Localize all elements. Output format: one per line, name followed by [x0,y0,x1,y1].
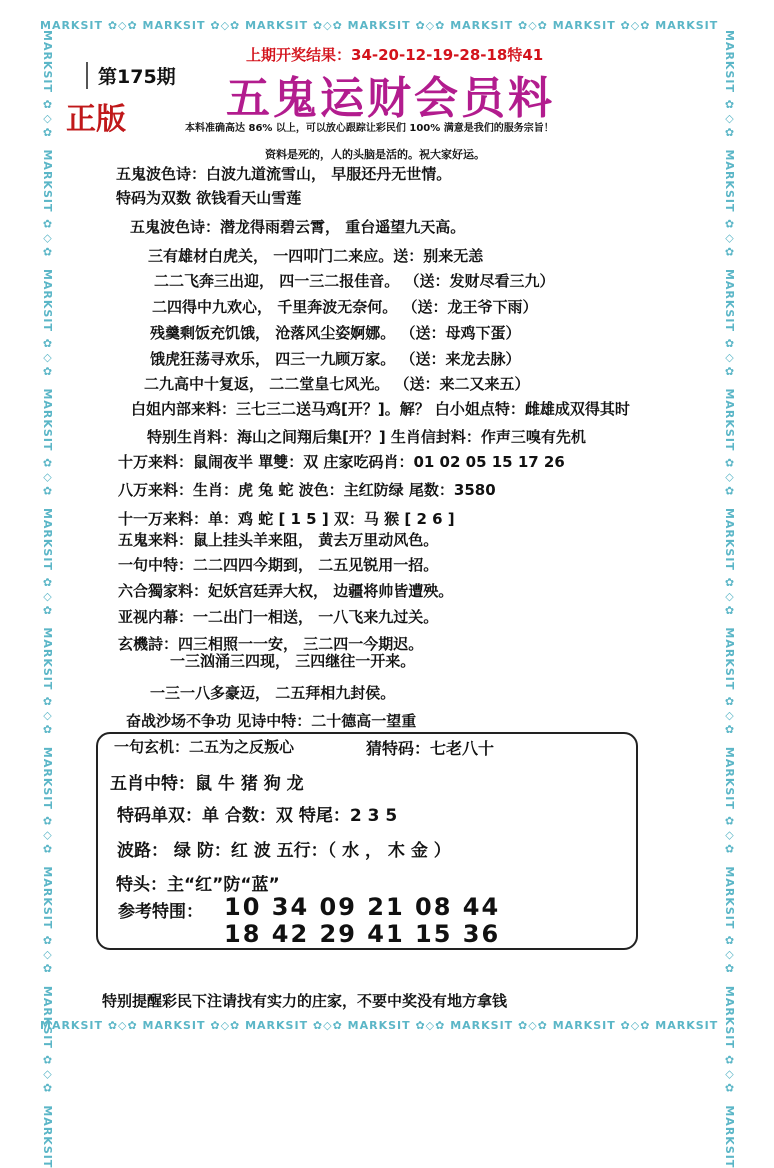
box-odd-even-sum-tail: 特码单双：单 合数：双 特尾：2 3 5 [117,806,398,826]
watermark-text: MARKSIT [40,1018,103,1032]
verse-line: 二二飞奔三出迎， 四一三二报佳音。 （送：发财尽看三九） [154,272,555,290]
watermark-text: MARKSIT [552,18,616,32]
issue-number: 第175期 [86,62,176,89]
box-mystery-line: 一句玄机：二五为之反叛心 [114,738,295,756]
watermark-text: MARKSIT [41,149,54,213]
odd-even-hint: 特码为双数 欲钱看天山雪莲 [116,189,302,207]
verse-line: 三有雄材白虎关， 一四叩门二来应。送：别来无恙 [148,247,484,265]
watermark-text: MARKSIT [723,268,736,332]
closing-verse-special: 奋战沙场不争功 见诗中特：二十德高一望重 [126,712,417,730]
slogan-luck: 资料是死的，人的头脑是活的。祝大家好运。 [265,148,485,161]
watermark-text: MARKSIT [41,627,54,691]
tip-liuhe-exclusive: 六合獨家料：妃妖宫廷弄大权， 边疆将帅皆遭殃。 [118,582,454,600]
poem-wave-color-b: 五鬼波色诗：潜龙得雨碧云霄， 重台遥望九天高。 [130,218,466,236]
watermark-text: MARKSIT [450,18,514,32]
watermark-text: MARKSIT [552,1018,616,1032]
watermark-text: MARKSIT [41,1105,54,1168]
box-wave-elements: 波路： 绿 防：红 波 五行：（ 水 ， 木 金 ） [117,841,451,861]
watermark-text: MARKSIT [723,149,736,213]
tip-atv-inside: 亚视内幕：一二出门一相送， 一八飞来九过关。 [118,608,439,626]
frame-left-border: MARKSIT ✿◇✿ MARKSIT ✿◇✿ MARKSIT ✿◇✿ MARKSIT ✿◇✿ MARKSIT ✿◇✿ MARKSIT ✿◇✿ MARKSIT ✿◇✿ MARKSIT ✿◇✿ MARKSIT ✿◇✿ MARKSIT [41,30,54,1168]
tip-110k: 十一万来料：单：鸡 蛇 [ 1 5 ] 双：马 猴 [ 2 6 ] [118,510,455,528]
watermark-text: MARKSIT [41,388,54,452]
poem-wave-color-a: 五鬼波色诗：白波九道流雪山， 早服还丹无世情。 [116,165,452,183]
watermark-text: MARKSIT [723,866,736,930]
watermark-text: MARKSIT [40,18,103,32]
frame-right-border: MARKSIT ✿◇✿ MARKSIT ✿◇✿ MARKSIT ✿◇✿ MARKSIT ✿◇✿ MARKSIT ✿◇✿ MARKSIT ✿◇✿ MARKSIT ✿◇✿ MARKSIT ✿◇✿ MARKSIT ✿◇✿ MARKSIT [723,30,736,1168]
box-reference-label: 参考特围： [118,902,203,922]
tip-mystery-poem-a: 玄機詩：四三相照一一安， 三二四一今期迟。 [118,635,424,653]
watermark-text: MARKSIT [142,18,206,32]
tip-100k: 十万来料：鼠闹夜半 單雙：双 庄家吃码肖：01 02 05 15 17 26 [118,453,565,471]
watermark-text: MARKSIT [347,18,411,32]
watermark-text: MARKSIT [142,1018,206,1032]
verse-line: 残羹剩饭充饥饿， 沧落风尘姿婀娜。 （送：母鸡下蛋） [150,324,521,342]
slogan-accuracy: 本料准确高达 86% 以上，可以放心跟踪让彩民们 100% 满意是我们的服务宗旨！ [185,123,554,134]
official-mark: 正版 [66,102,126,137]
watermark-text: MARKSIT [723,507,736,571]
page-title: 五鬼运财会员料 [226,73,555,124]
watermark-text: MARKSIT [723,30,736,93]
watermark-text: MARKSIT [41,866,54,930]
tip-mystery-poem-b: 一三汹涌三四现， 三四继往一开来。 [170,652,416,670]
watermark-text: MARKSIT [723,627,736,691]
footer-warning: 特别提醒彩民下注请找有实力的庄家，不要中奖没有地方拿钱 [102,992,508,1010]
watermark-text: MARKSIT [723,1105,736,1168]
watermark-text: MARKSIT [723,985,736,1049]
frame-bottom-border: MARKSIT ✿◇✿ MARKSIT ✿◇✿ MARKSIT ✿◇✿ MARKSIT ✿◇✿ MARKSIT ✿◇✿ MARKSIT ✿◇✿ MARKSIT [40,1018,719,1032]
closing-verse: 一三一八多豪迈， 二五拜相九封侯。 [150,684,396,702]
box-reference-row-1: 10 34 09 21 08 44 [224,893,501,921]
watermark-text: MARKSIT [245,1018,309,1032]
box-head-color: 特头：主“红”防“蓝” [116,875,280,895]
verse-line: 二九高中十复返， 二二堂皇七风光。 （送：来二又来五） [144,375,530,393]
watermark-text: MARKSIT [41,746,54,810]
box-five-zodiac: 五肖中特：鼠 牛 猪 狗 龙 [110,774,304,794]
frame-top-border: MARKSIT ✿◇✿ MARKSIT ✿◇✿ MARKSIT ✿◇✿ MARKSIT ✿◇✿ MARKSIT ✿◇✿ MARKSIT ✿◇✿ MARKSIT [40,18,719,32]
watermark-text: MARKSIT [41,268,54,332]
watermark-text: MARKSIT [41,985,54,1049]
watermark-text: MARKSIT [655,1018,719,1032]
insider-tip-a: 白姐内部来料：三七三二送马鸡[开？]。解？ 白小姐点特：雌雄成双得其时 [131,400,630,418]
watermark-text: MARKSIT [347,1018,411,1032]
last-draw-result: 上期开奖结果：34-20-12-19-28-18特41 [246,46,544,64]
tip-five-ghost: 五鬼来料：鼠上挂头羊来阻， 黄去万里动风色。 [118,531,439,549]
tip-one-sentence: 一句中特：二二四四今期到， 二五见锐用一招。 [118,556,439,574]
watermark-text: MARKSIT [245,18,309,32]
watermark-text: MARKSIT [450,1018,514,1032]
box-guess-code: 猜特码：七老八十 [366,739,495,758]
insider-tip-b: 特别生肖料：海山之间翔后集[开？] 生肖信封料：作声三嗅有先机 [147,428,586,446]
tip-80k: 八万来料：生肖：虎 兔 蛇 波色：主红防绿 尾数：3580 [118,481,496,499]
watermark-text: MARKSIT [41,507,54,571]
box-reference-row-2: 18 42 29 41 15 36 [224,920,501,948]
verse-line: 二四得中九欢心， 千里奔波无奈何。 （送：龙王爷下雨） [152,298,538,316]
watermark-text: MARKSIT [41,30,54,93]
watermark-text: MARKSIT [723,388,736,452]
verse-line: 饿虎狂荡寻欢乐， 四三一九顾万家。 （送：来龙去脉） [150,350,521,368]
watermark-text: MARKSIT [655,18,719,32]
watermark-text: MARKSIT [723,746,736,810]
